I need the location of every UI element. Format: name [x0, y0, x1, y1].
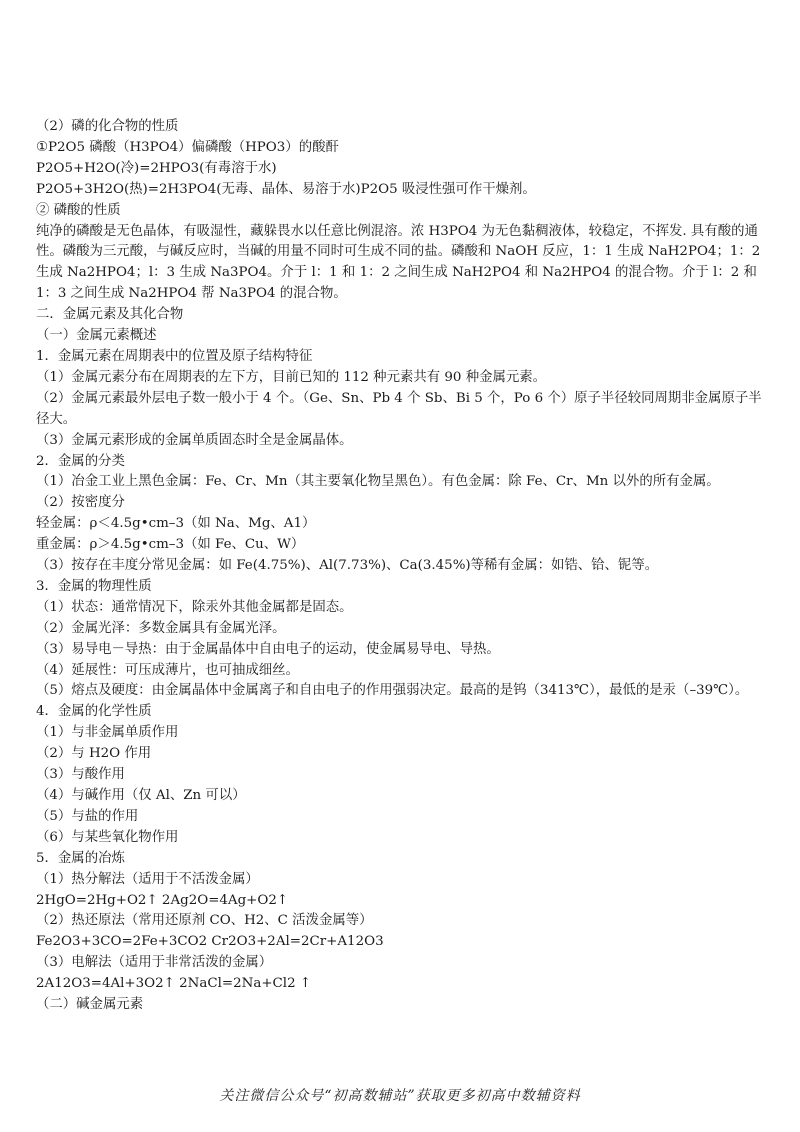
text-line: ①P2O5 磷酸（H3PO4）偏磷酸（HPO3）的酸酐: [36, 139, 339, 155]
text-line: 1．金属元素在周期表中的位置及原子结构特征: [36, 348, 313, 364]
text-paragraph: 纯净的磷酸是无色晶体，有吸湿性，藏躲畏水以任意比例混溶。浓 H3PO4 为无色黏稠液体，较稳定，不挥发. 具有酸的通性。磷酸为三元酸，与碱反应时，当碱的用量不同时可生成不同的盐。磷酸和 NaOH 反应，1：1 生成 NaH2PO4；1：2 生成 Na2HPO4；l：3 生成 Na3PO4。介于 l：1 和 1：2 之间生成 NaH2PO4 和 Na2HPO4 的混合物。介于 l：2 和 1：3 之间生成 Na2HPO4 帮 Na3PO4 的混合物。: [36, 223, 761, 302]
text-line: （1）状态：通常情况下，除汞外其他金属都是固态。: [36, 599, 353, 615]
text-line: （4）延展性：可压成薄片，也可抽成细丝。: [36, 662, 299, 678]
text-paragraph: （2）金属元素最外层电子数一般小于 4 个。（Ge、Sn、Pb 4 个 Sb、Bi 5 个，Po 6 个）原子半径较同周期非金属原子半径大。: [36, 390, 762, 427]
text-line: （1）冶金工业上黑色金属：Fe、Cr、Mn（其主要氧化物呈黑色）。有色金属：除 Fe、Cr、Mn 以外的所有金属。: [36, 474, 720, 490]
page-footer: 关注微信公众号“初高数辅站”获取更多初高中数辅资料: [219, 1088, 581, 1104]
text-line: 轻金属：ρ＜4.5g•cm–3（如 Na、Mg、A1）: [36, 516, 316, 532]
section-heading: 二．金属元素及其化合物: [36, 307, 184, 323]
equation-line: Fe2O3+3CO=2Fe+3CO2 Cr2O3+2Al=2Cr+A12O3: [36, 934, 384, 950]
text-line: （1）与非金属单质作用: [36, 725, 179, 741]
text-paragraph: （5）熔点及硬度：由金属晶体中金属离子和自由电子的作用强弱决定。最高的是钨（3413℃），最低的是汞（–39℃）。: [36, 683, 749, 699]
text-line: （2）热还原法（常用还原剂 CO、H2、C 活泼金属等）: [36, 913, 373, 929]
text-line: （2）磷的化合物的性质: [36, 119, 179, 134]
text-line: 5．金属的冶炼: [36, 850, 125, 866]
subsection-heading: （二）碱金属元素: [36, 997, 144, 1013]
text-line: （3）按存在丰度分常见金属：如 Fe(4.75%)、Al(7.73%)、Ca(3.45%)等稀有金属：如锆、铪、铌等。: [36, 558, 659, 574]
text-line: 重金属：ρ＞4.5g•cm–3（如 Fe、Cu、W）: [36, 537, 305, 553]
text-line: （2）金属光泽：多数金属具有金属光泽。: [36, 620, 286, 636]
text-line: （5）与盐的作用: [36, 808, 139, 824]
equation-line: 2HgO=2Hg+O2↑ 2Ag2O=4Ag+O2↑: [36, 892, 289, 908]
text-line: （1）金属元素分布在周期表的左下方，目前已知的 112 种元素共有 90 种金属元素。: [36, 369, 547, 385]
equation-line: 2A12O3=4Al+3O2↑ 2NaCl=2Na+Cl2 ↑: [36, 976, 312, 992]
subsection-heading: （一）金属元素概述: [36, 328, 157, 344]
text-line: （3）金属元素形成的金属单质固态时全是金属晶体。: [36, 432, 353, 448]
text-line: （6）与某些氧化物作用: [36, 829, 179, 845]
document-body: [36, 117, 766, 1016]
text-line: （3）与酸作用: [36, 767, 125, 783]
text-line: （1）热分解法（适用于不活泼金属）: [36, 871, 259, 887]
text-line: P2O5+3H2O(热)=2H3PO4(无毒、晶体、易溶于水)P2O5 吸浸性强可作干燥剂。: [36, 181, 536, 197]
text-line: 2．金属的分类: [36, 453, 125, 469]
text-line: 3．金属的物理性质: [36, 578, 152, 594]
text-line: ② 磷酸的性质: [36, 202, 121, 218]
text-line: 4．金属的化学性质: [36, 704, 152, 720]
text-line: （3）电解法（适用于非常活泼的金属）: [36, 955, 273, 971]
text-line: P2O5+H2O(冷)=2HPO3(有毒溶于水): [36, 160, 277, 176]
text-line: （3）易导电－导热：由于金属晶体中自由电子的运动，使金属易导电、导热。: [36, 641, 500, 657]
text-line: （2）与 H2O 作用: [36, 746, 152, 762]
text-line: （4）与碱作用（仅 Al、Zn 可以）: [36, 788, 246, 803]
text-line: （2）按密度分: [36, 495, 125, 511]
